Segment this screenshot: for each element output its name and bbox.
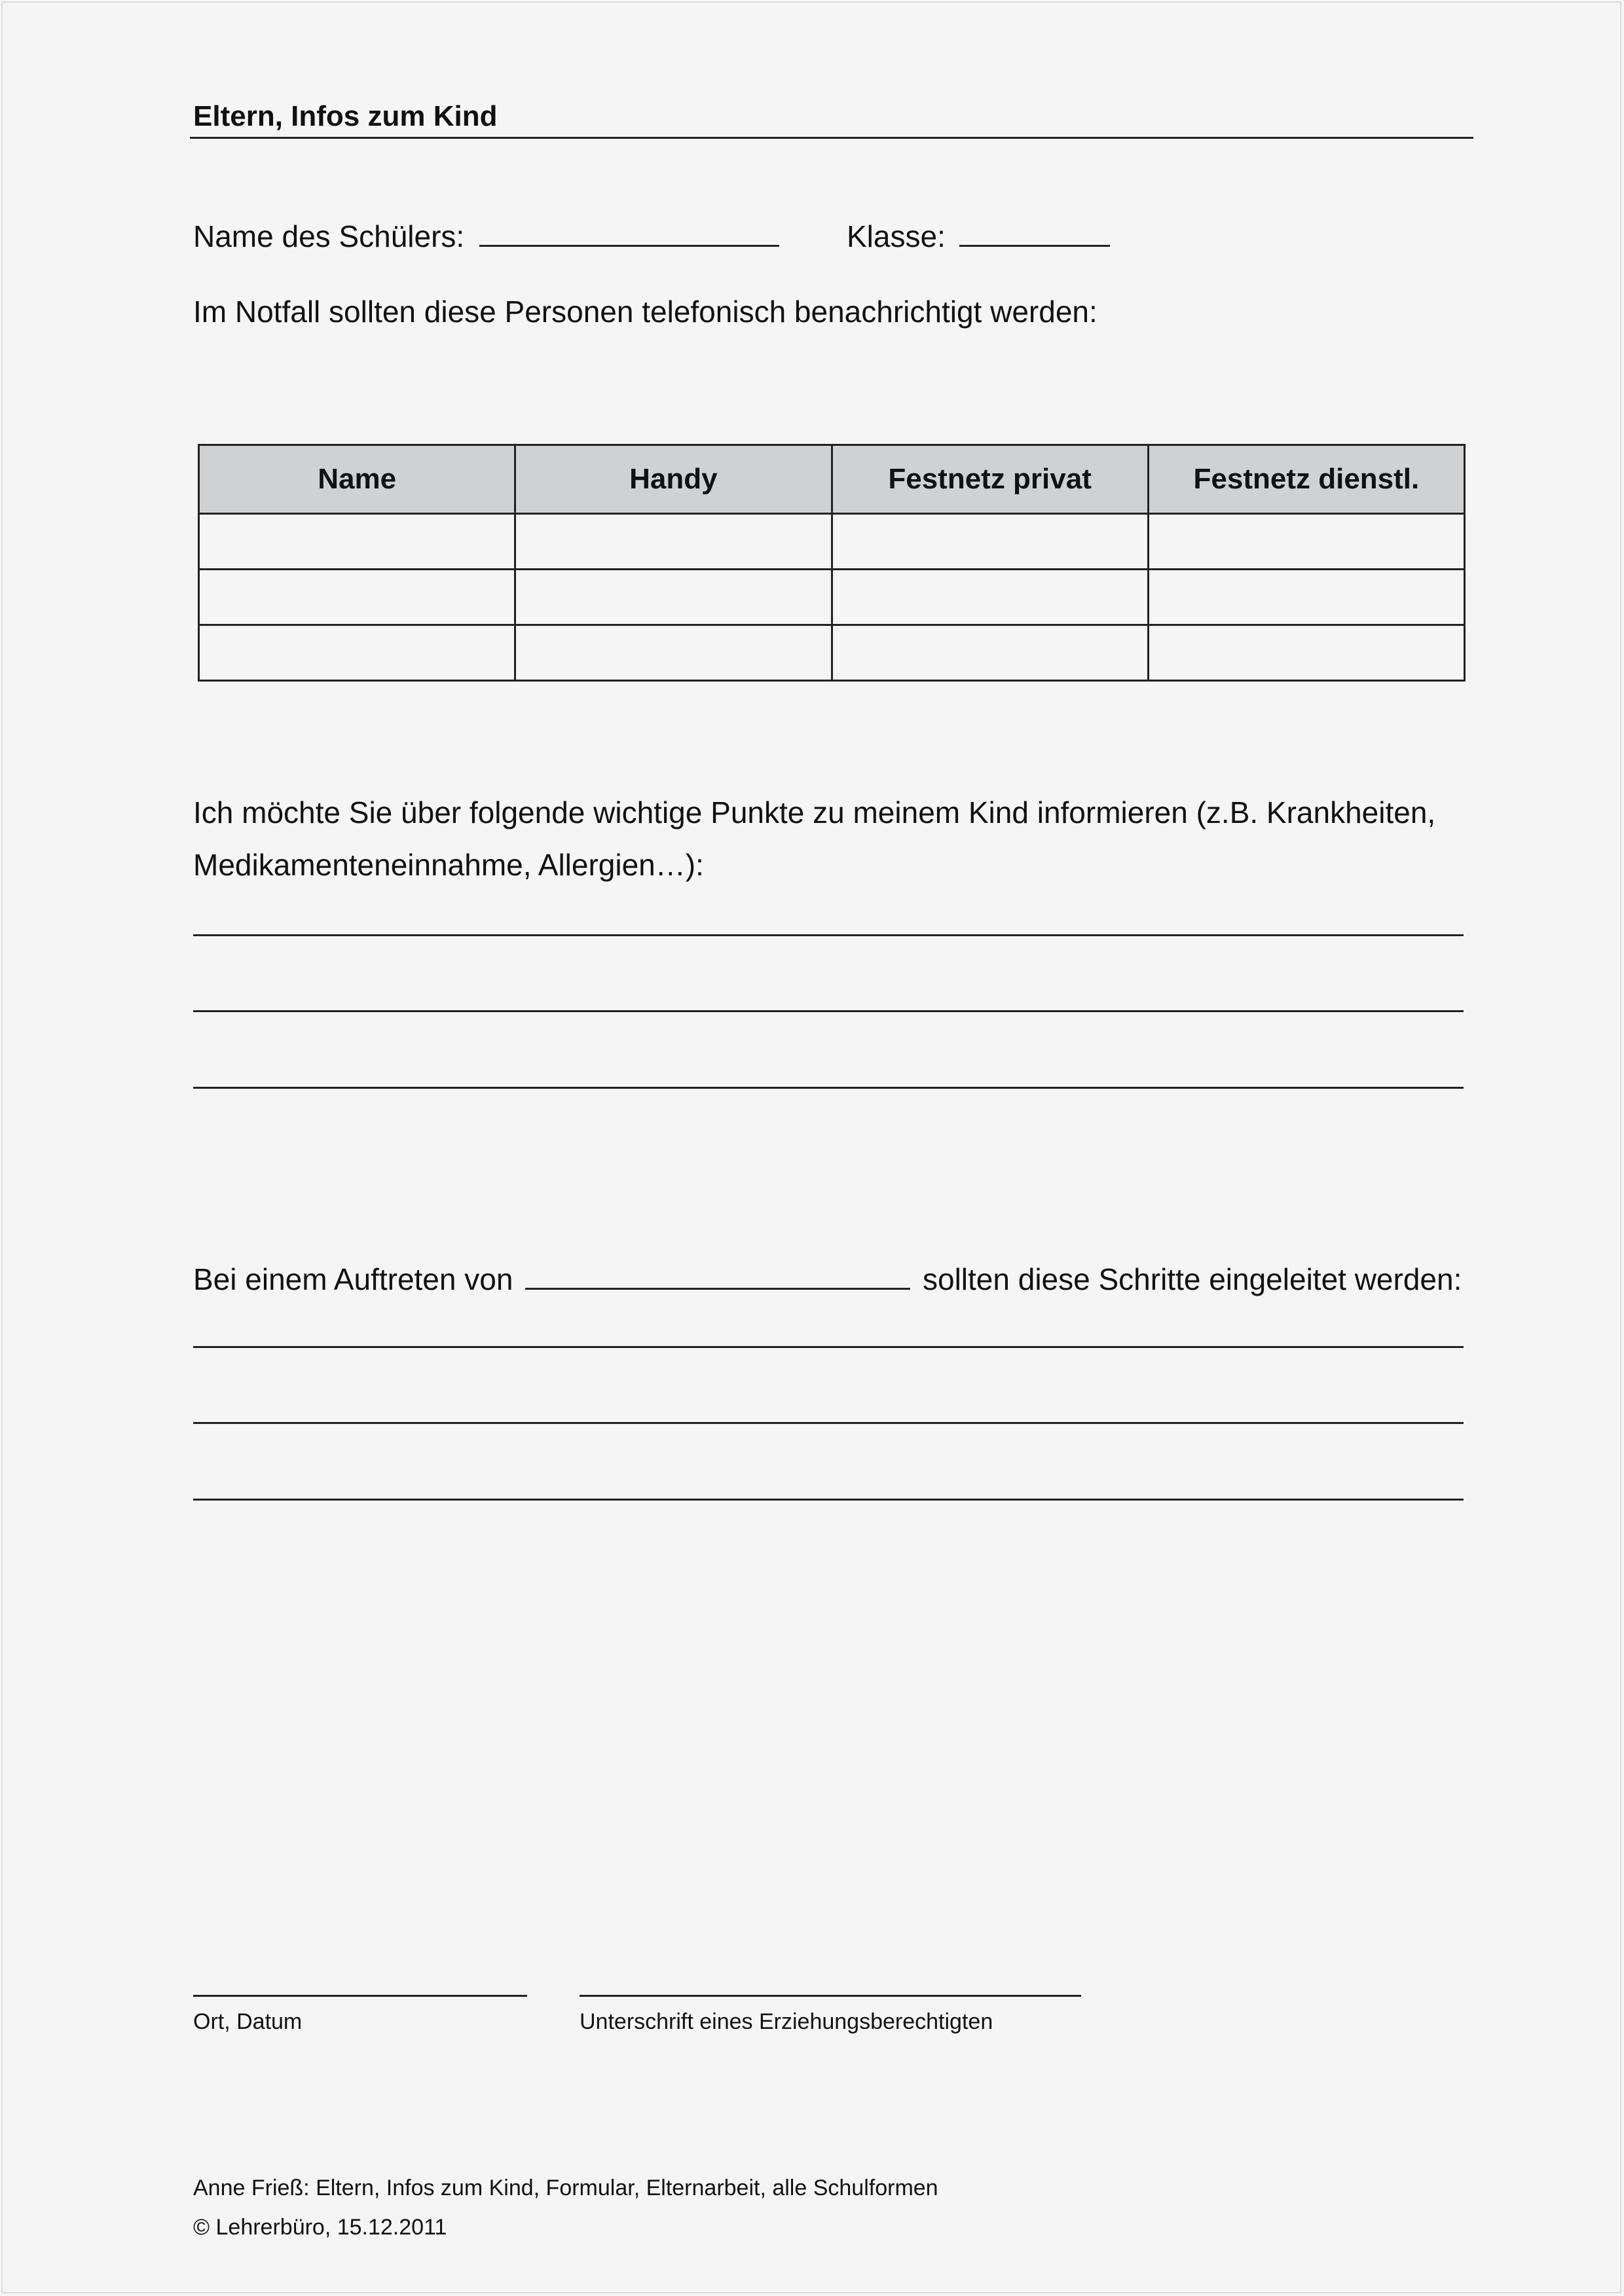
table-cell[interactable] bbox=[832, 625, 1148, 681]
class-row bbox=[847, 216, 1110, 255]
class-field[interactable] bbox=[959, 216, 1110, 247]
table-cell[interactable] bbox=[1148, 514, 1464, 570]
table-row bbox=[199, 514, 1465, 570]
info-paragraph-line2: Medikamenteneinnahme, Allergien…): bbox=[193, 848, 704, 882]
info-write-line[interactable] bbox=[193, 934, 1464, 936]
info-write-line[interactable] bbox=[193, 1087, 1464, 1089]
student-name-label: Name des Schülers: bbox=[193, 219, 465, 253]
table-cell[interactable] bbox=[832, 514, 1148, 570]
table-cell[interactable] bbox=[1148, 570, 1464, 625]
signature-label: Unterschrift eines Erziehungsberechtigten bbox=[580, 2009, 993, 2034]
document-title: Eltern, Infos zum Kind bbox=[193, 100, 498, 132]
condition-field[interactable] bbox=[525, 1259, 910, 1290]
steps-after-blank: sollten diese Schritte eingeleitet werden: bbox=[922, 1262, 1462, 1296]
table-row bbox=[199, 570, 1465, 625]
table-cell[interactable] bbox=[199, 625, 515, 681]
steps-sentence bbox=[193, 1259, 1462, 1298]
emergency-contacts-table bbox=[198, 444, 1466, 682]
info-paragraph-line1: Ich möchte Sie über folgende wichtige Punkte zu meinem Kind informieren (z.B. Krankheiten, bbox=[193, 795, 1436, 829]
table-row bbox=[199, 625, 1465, 681]
header-mobile: Handy bbox=[515, 445, 832, 514]
signature-line[interactable] bbox=[580, 1995, 1081, 1997]
table-cell[interactable] bbox=[515, 625, 832, 681]
table-cell[interactable] bbox=[515, 570, 832, 625]
table-cell[interactable] bbox=[199, 514, 515, 570]
table-header-row bbox=[199, 445, 1465, 514]
place-date-label: Ort, Datum bbox=[193, 2009, 303, 2034]
emergency-intro: Im Notfall sollten diese Personen telefonisch benachrichtigt werden: bbox=[193, 295, 1098, 329]
info-write-line[interactable] bbox=[193, 1010, 1464, 1012]
steps-before-blank: Bei einem Auftreten von bbox=[193, 1262, 513, 1296]
header-name: Name bbox=[199, 445, 515, 514]
steps-write-line[interactable] bbox=[193, 1422, 1464, 1424]
table-cell[interactable] bbox=[832, 570, 1148, 625]
place-date-line[interactable] bbox=[193, 1995, 527, 1997]
student-name-row bbox=[193, 216, 779, 255]
title-underline bbox=[190, 137, 1473, 139]
class-label: Klasse: bbox=[847, 219, 946, 253]
table-cell[interactable] bbox=[1148, 625, 1464, 681]
footer-credit: Anne Frieß: Eltern, Infos zum Kind, Formular, Elternarbeit, alle Schulformen bbox=[193, 2176, 938, 2200]
header-landline-private: Festnetz privat bbox=[832, 445, 1148, 514]
student-name-field[interactable] bbox=[479, 216, 779, 247]
table-cell[interactable] bbox=[199, 570, 515, 625]
steps-write-line[interactable] bbox=[193, 1499, 1464, 1501]
table-cell[interactable] bbox=[515, 514, 832, 570]
header-landline-work: Festnetz dienstl. bbox=[1148, 445, 1464, 514]
footer-copyright: © Lehrerbüro, 15.12.2011 bbox=[193, 2215, 447, 2240]
page-border bbox=[1, 1, 1621, 2293]
steps-write-line[interactable] bbox=[193, 1346, 1464, 1348]
